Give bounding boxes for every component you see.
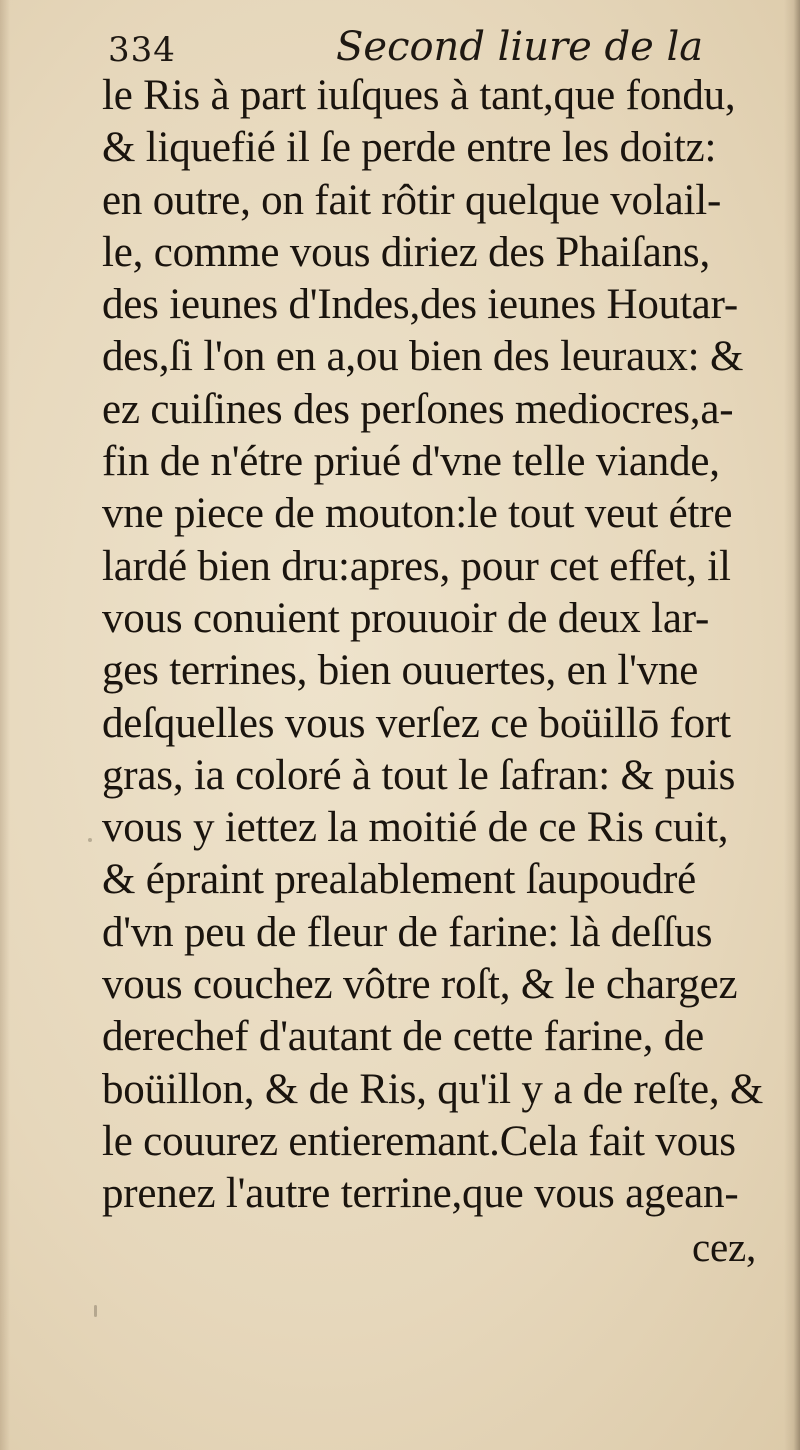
ink-speck [94, 1305, 97, 1317]
page-edge-shadow [0, 0, 10, 1450]
body-text [102, 70, 772, 1273]
text-line: & liquefié il ſe perde entre les doitz: [102, 124, 717, 172]
text-line: en outre, on fait rôtir quelque volail- [102, 176, 722, 224]
text-line: vous conuient prouuoir de deux lar- [102, 594, 710, 642]
running-head-title: Second liure de la [336, 24, 704, 70]
text-line: des ieunes d'Indes,des ieunes Houtar- [102, 281, 738, 329]
text-line: prenez l'autre terrine,que vous agean- [102, 1170, 739, 1218]
text-line: ges terrines, bien ouuertes, en l'vne [102, 647, 699, 695]
catchword: cez, [691, 1223, 756, 1270]
text-line: le Ris à part iuſques à tant,que fondu, [102, 72, 736, 119]
text-line: vne piece de mouton:le tout veut étre [102, 490, 733, 538]
text-line: derechef d'autant de cette farine, de [102, 1013, 704, 1061]
text-line: des,ſi l'on en a,ou bien des leuraux: & [102, 333, 744, 381]
text-line: fin de n'étre priué d'vne telle viande, [102, 438, 720, 486]
ink-speck [88, 838, 92, 842]
text-line: le couurez entieremant.Cela fait vous [102, 1117, 736, 1165]
text-line: lardé bien dru:apres, pour cet effet, il [102, 542, 731, 590]
text-line: ez cuiſines des perſones mediocres,a- [102, 385, 734, 433]
text-line: le, comme vous diriez des Phaiſans, [102, 228, 710, 276]
gutter-shadow [784, 0, 800, 1450]
text-line: vous y iettez la moitié de ce Ris cuit, [102, 804, 729, 852]
running-head [100, 22, 720, 72]
text-line: boüillon, & de Ris, qu'il y a de reſte, & [102, 1065, 764, 1113]
text-line: d'vn peu de fleur de farine: là deſſus [102, 908, 713, 956]
text-line: & épraint prealablement ſaupoudré [102, 856, 696, 904]
text-line: deſquelles vous verſez ce boüillō fort [102, 699, 731, 747]
text-line: gras, ia coloré à tout le ſafran: & puis [102, 751, 736, 799]
page-number: 334 [108, 30, 176, 70]
text-line: vous couchez vôtre roſt, & le chargez [102, 961, 738, 1009]
